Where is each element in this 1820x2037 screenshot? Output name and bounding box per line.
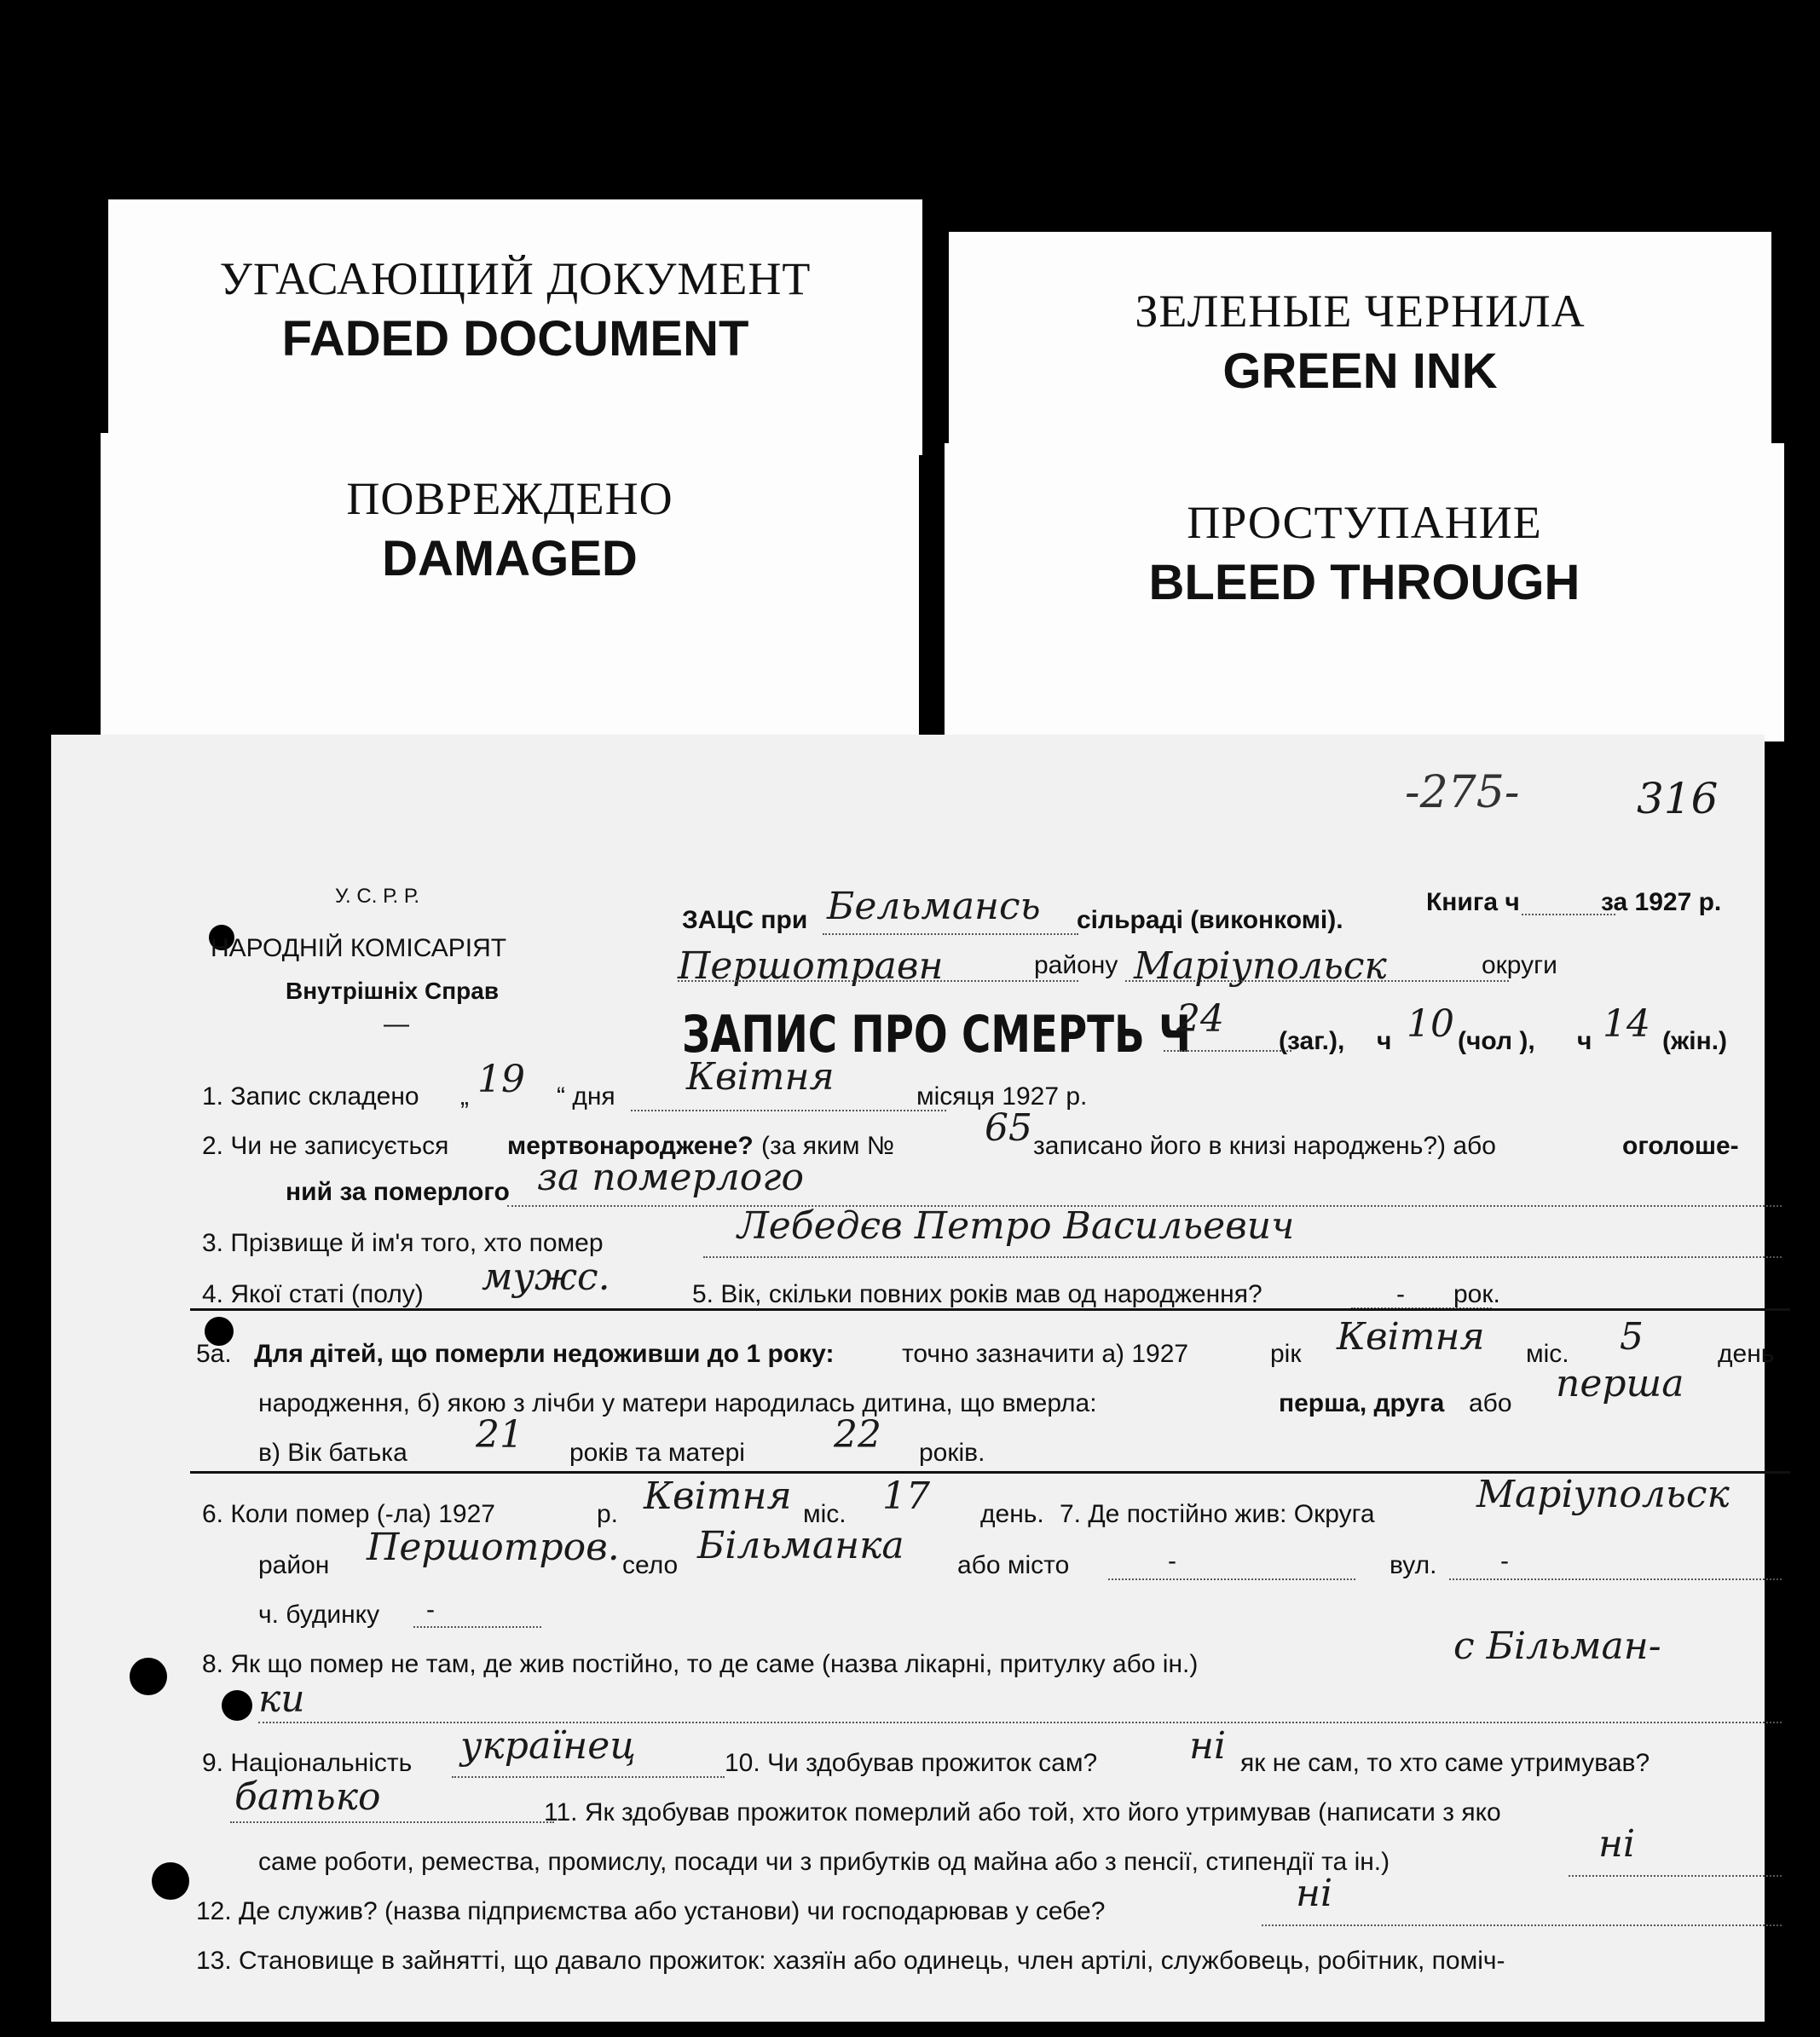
card-damaged-en: DAMAGED	[382, 531, 638, 586]
q8-place-1: с Більман-	[1453, 1624, 1661, 1668]
q5a-choices: перша, друга	[1279, 1389, 1445, 1417]
q5a-month: Квітня	[1337, 1315, 1485, 1359]
female-ch: ч	[1577, 1027, 1592, 1055]
q9-label: 9. Національність	[202, 1749, 413, 1777]
q11-answer: ні	[1598, 1822, 1636, 1866]
q11-line2: саме роботи, ремества, промислу, посади чи з прибутків од майна або з пенсії, стипендії та ін.)	[258, 1848, 1390, 1876]
card-faded-en: FADED DOCUMENT	[281, 311, 749, 366]
q6-day-suffix: день.	[980, 1500, 1044, 1528]
q1-day-open: „	[460, 1082, 469, 1111]
q6-label: 6. Коли помер (-ла) 1927	[202, 1500, 495, 1528]
q1-day-close: “ дня	[557, 1082, 615, 1111]
zags-prefix: ЗАЦС при	[682, 906, 808, 934]
card-green-ink	[949, 232, 1771, 479]
card-damaged-ru: ПОВРЕЖДЕНО	[346, 473, 673, 524]
q1-month-suffix: місяця 1927 р.	[916, 1082, 1088, 1111]
district-suffix: району	[1034, 951, 1118, 979]
card-green-ru: ЗЕЛЕНЫЕ ЧЕРНИЛА	[1135, 286, 1586, 337]
q4-label: 4. Якої статі (полу)	[202, 1280, 424, 1308]
card-faded-document	[108, 199, 922, 455]
q10-supporter: батько	[234, 1775, 381, 1819]
village-handwritten: Бельмансь	[827, 885, 1041, 928]
village-council-label: сільраді (виконкомі).	[1077, 906, 1343, 934]
q13-label: 13. Становище в зайнятті, що давало прожиток: хазяїн або одинець, член артілі, службовець, робітник, поміч-	[196, 1947, 1505, 1975]
q5-age: -	[1396, 1280, 1405, 1308]
q2-label: 2. Чи не записується	[202, 1132, 449, 1160]
q5a-line3a: в) Вік батька	[258, 1439, 407, 1467]
q5-label: 5. Вік, скільки повних років мав од народження?	[692, 1280, 1262, 1308]
q10-self: ні	[1189, 1724, 1227, 1768]
okrug-handwritten: Маріупольск	[1134, 944, 1387, 988]
q10-tail: як не сам, то хто саме утримував?	[1240, 1749, 1650, 1777]
q7-village: Більманка	[697, 1524, 904, 1567]
q7-city: -	[1168, 1547, 1176, 1575]
q5a-or: або	[1469, 1389, 1512, 1417]
q5a-line3b: років та матері	[569, 1439, 745, 1467]
archive-number: -275-	[1405, 767, 1520, 818]
q5a-exact: точно зазначити а) 1927	[902, 1340, 1189, 1368]
q1-month: Квітня	[686, 1055, 835, 1099]
q7-okrug: Маріупольск	[1476, 1473, 1730, 1516]
q3-name: Лебедєв Петро Васильевич	[737, 1204, 1295, 1248]
male-suffix: (чол ),	[1458, 1027, 1535, 1055]
q9-nationality: українец	[460, 1724, 636, 1768]
department-label: Внутрішніх Справ	[286, 978, 500, 1004]
q7-house: -	[426, 1596, 435, 1624]
card-bleed-through	[945, 443, 1784, 742]
q5a-order: перша	[1556, 1362, 1684, 1405]
q6-month-suffix: міс.	[803, 1500, 846, 1528]
q7-street: -	[1500, 1547, 1509, 1575]
punch-hole	[222, 1690, 252, 1721]
record-total: 24	[1176, 997, 1224, 1041]
card-green-en: GREEN INK	[1222, 343, 1498, 399]
district-handwritten: Першотравн	[678, 944, 944, 988]
q12-label: 12. Де служив? (назва підприємства або установи) чи господарював у себе?	[196, 1897, 1106, 1925]
q5a-year-suffix: рік	[1270, 1340, 1302, 1368]
q2-mid: (за яким №	[761, 1132, 895, 1160]
q5-suffix: рок.	[1453, 1280, 1500, 1308]
q3-label: 3. Прізвище й ім'я того, хто помер	[202, 1229, 604, 1257]
q7-street-label: вул.	[1390, 1551, 1437, 1579]
q7-label: 7. Де постійно жив: Округа	[1060, 1500, 1375, 1528]
q2-number: 65	[985, 1106, 1032, 1150]
archive-number-2: 316	[1637, 774, 1719, 823]
q1-label: 1. Запис складено	[202, 1082, 419, 1111]
q5a-num: 5а.	[196, 1340, 232, 1368]
q6-month: Квітня	[644, 1474, 792, 1518]
q2-stillborn: мертвонароджене?	[507, 1132, 754, 1160]
q2-line2: ний за померлого	[286, 1178, 510, 1206]
q5a-bold: Для дітей, що померли недоживши до 1 року:	[254, 1340, 835, 1368]
q5a-father-age: 21	[476, 1413, 523, 1457]
header-dash: —	[384, 1010, 409, 1038]
record-title: ЗАПИС ПРО СМЕРТЬ Ч	[682, 1005, 1191, 1065]
card-bleed-en: BLEED THROUGH	[1148, 555, 1580, 610]
okrug-suffix: округи	[1482, 951, 1557, 979]
q6-year-suffix: р.	[597, 1500, 619, 1528]
male-ch: ч	[1377, 1027, 1392, 1055]
record-male: 10	[1407, 1002, 1454, 1046]
q5a-line2: народження, б) якою з лічби у матери народилась дитина, що вмерла:	[258, 1389, 1097, 1417]
q5a-day: 5	[1620, 1315, 1644, 1359]
punch-hole	[130, 1658, 167, 1695]
female-suffix: (жін.)	[1662, 1027, 1728, 1055]
q7-district-label: район	[258, 1551, 330, 1579]
card-bleed-ru: ПРОСТУПАНИЕ	[1187, 497, 1542, 548]
q6-day: 17	[882, 1474, 930, 1518]
book-label: Книга ч	[1426, 888, 1520, 916]
card-damaged	[101, 433, 919, 740]
ussr-label: У. С. Р. Р.	[335, 885, 420, 908]
q8-label: 8. Як що помер не там, де жив постійно, то де саме (назва лікарні, притулку або ін.)	[202, 1650, 1199, 1678]
q2-tail: записано його в книзі народжень?) або	[1033, 1132, 1496, 1160]
card-faded-ru: УГАСАЮЩИЙ ДОКУМЕНТ	[219, 253, 812, 304]
commissariat-label: НАРОДНІЙ КОМІСАРІЯТ	[211, 934, 507, 962]
q1-day: 19	[477, 1058, 525, 1101]
q7-house-label: ч. будинку	[258, 1601, 380, 1629]
q4-sex: мужс.	[482, 1255, 610, 1299]
q5a-month-suffix: міс.	[1526, 1340, 1569, 1368]
q7-village-label: село	[622, 1551, 679, 1579]
book-year: за 1927 р.	[1601, 888, 1722, 916]
q7-city-label: або місто	[957, 1551, 1070, 1579]
q2-announced: за померлого	[537, 1156, 804, 1199]
death-record-sheet	[51, 735, 1775, 2022]
q8-place-2: ки	[258, 1677, 305, 1721]
total-suffix: (заг.),	[1279, 1027, 1345, 1055]
q12-answer: ні	[1296, 1872, 1333, 1915]
q7-district: Першотров.	[367, 1526, 620, 1569]
q10-label: 10. Чи здобував прожиток сам?	[725, 1749, 1098, 1777]
q11-label: 11. Як здобував прожиток померлий або той, хто його утримував (написати з яко	[544, 1798, 1501, 1826]
q2-announced-word: оголоше-	[1622, 1132, 1739, 1160]
punch-hole	[152, 1862, 189, 1900]
q5a-line3c: років.	[919, 1439, 985, 1467]
record-female: 14	[1603, 1002, 1650, 1046]
q5a-day-suffix: день	[1718, 1340, 1775, 1368]
q5a-mother-age: 22	[834, 1413, 881, 1457]
